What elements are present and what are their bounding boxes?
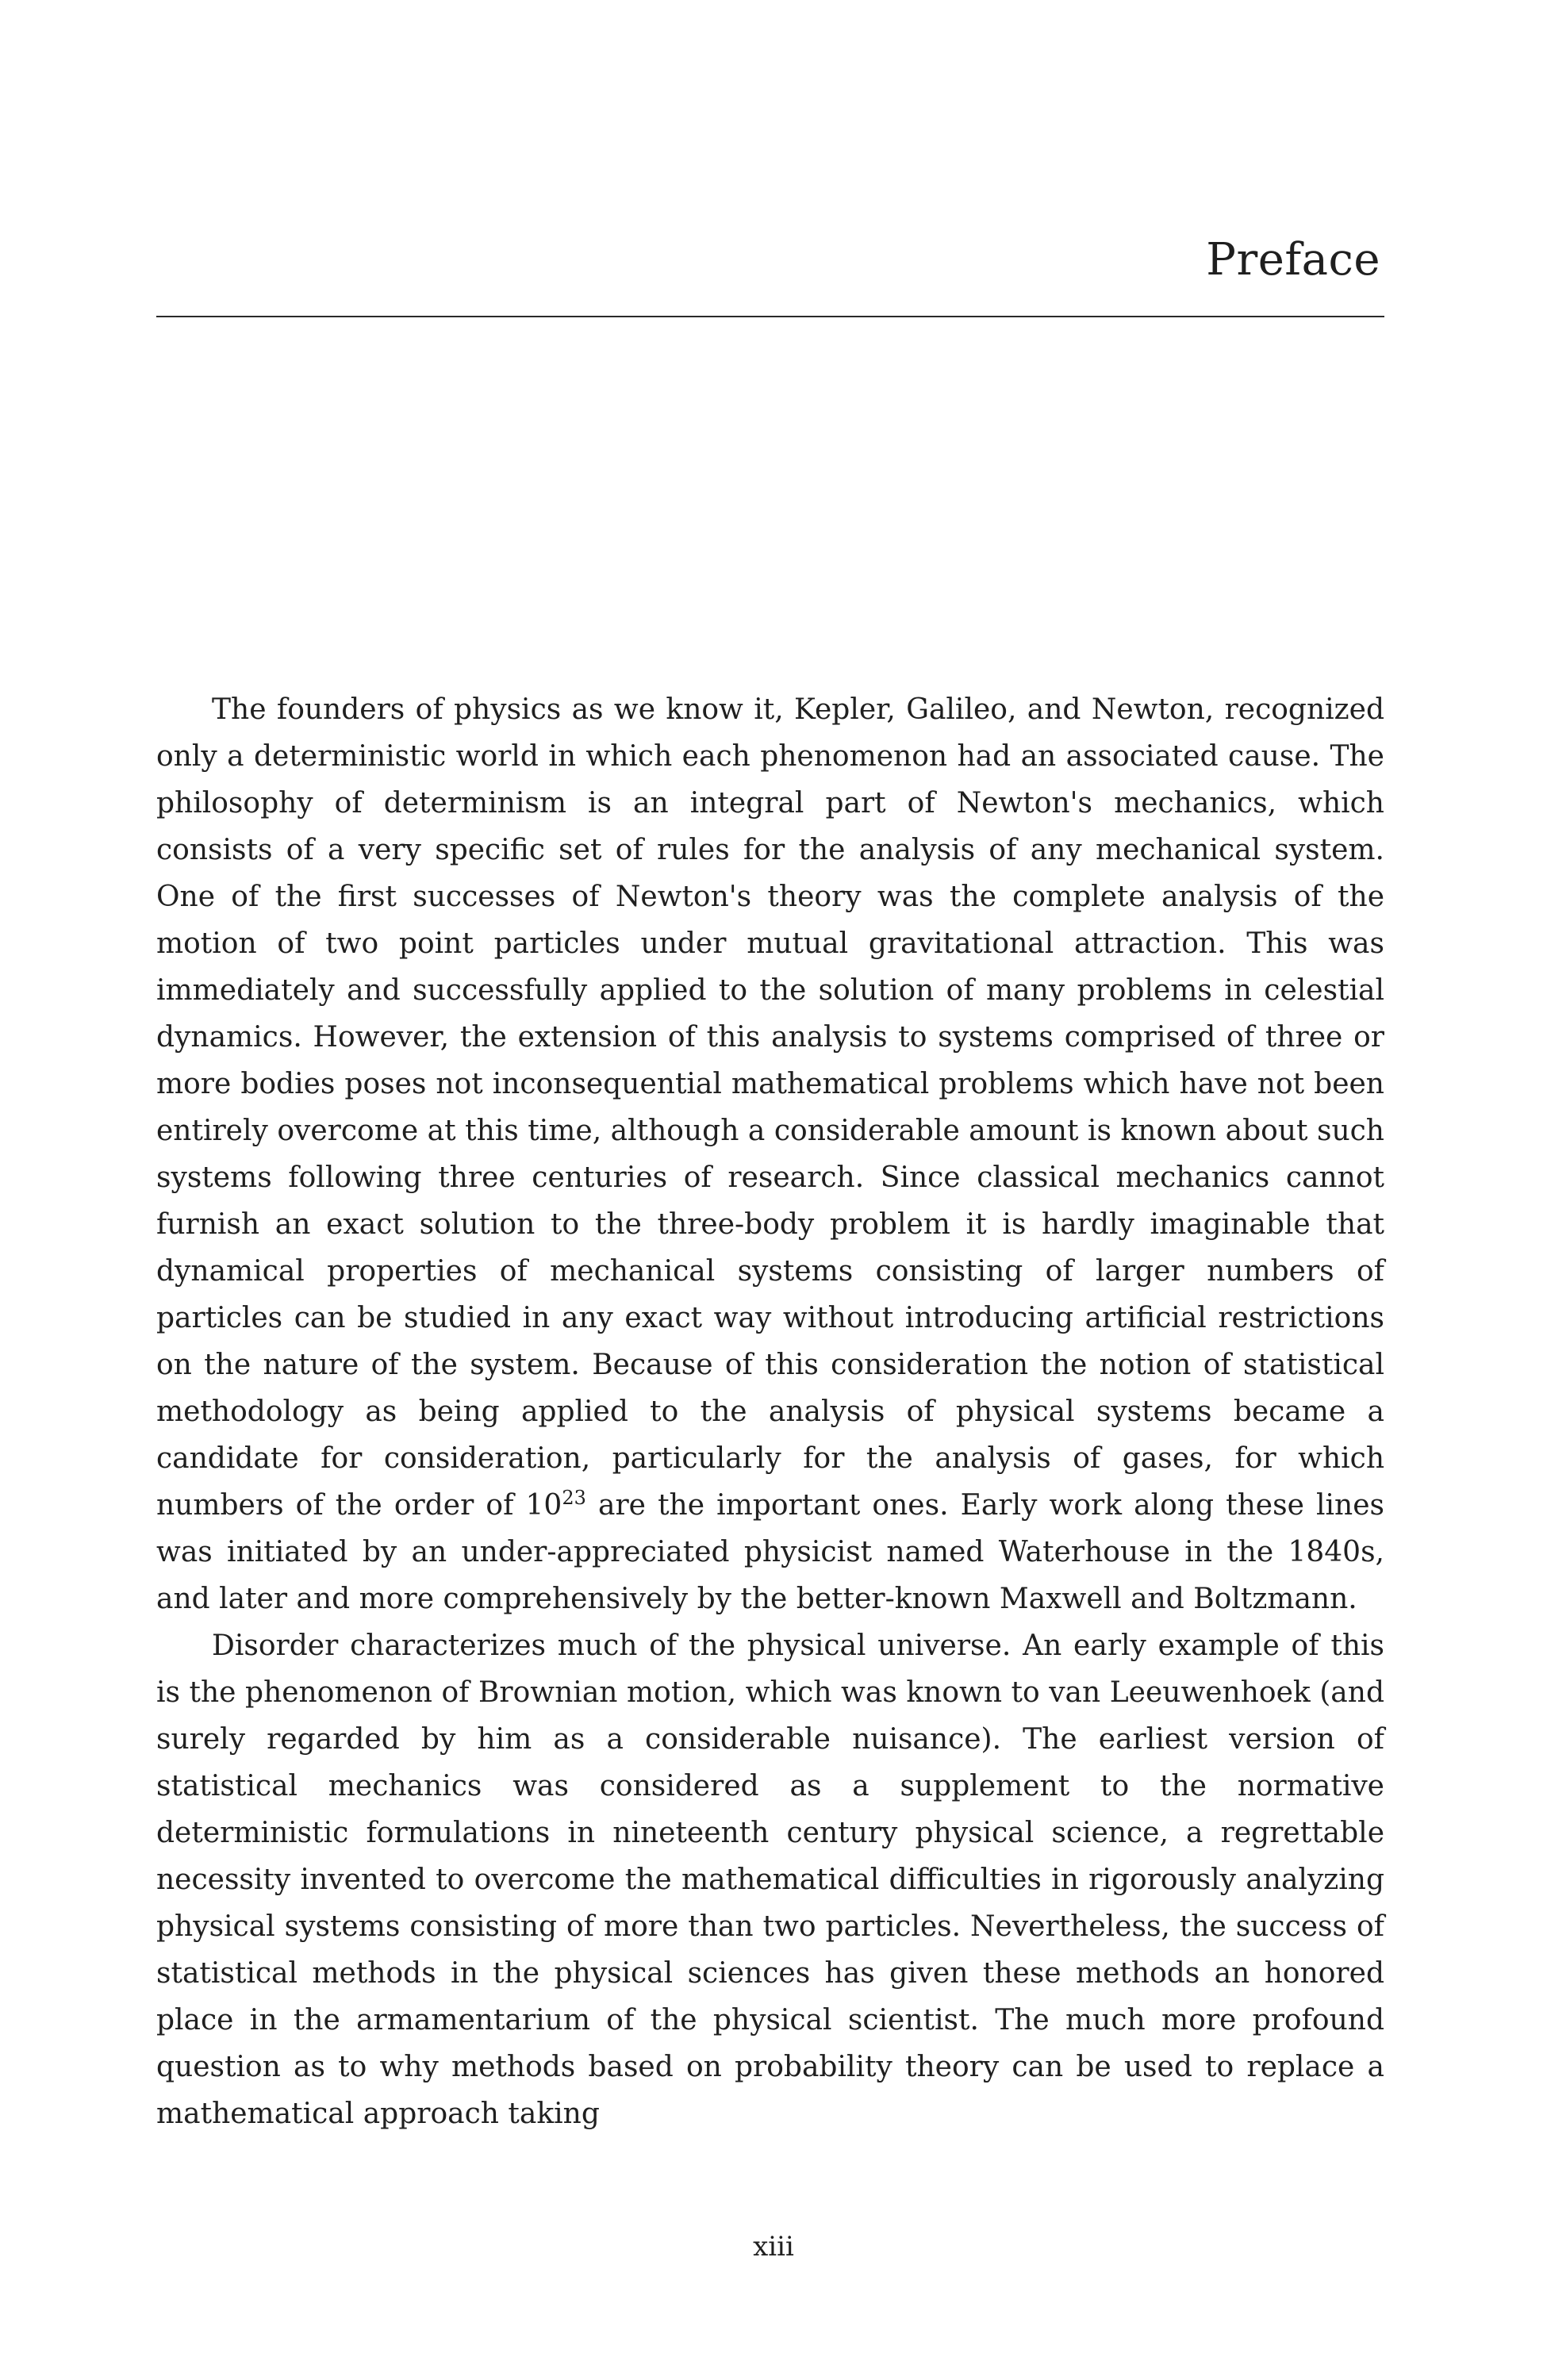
exponent-23: 23 (562, 1487, 586, 1509)
page-number: xiii (753, 2231, 794, 2263)
page-title: Preface (1206, 234, 1380, 286)
paragraph-1 (156, 686, 1384, 1622)
paragraph-1-text-start: The founders of physics as we know it, Kepler, Galileo, and Newton, recognized only a deterministic world in which each phenomenon had an associated cause. The philosophy of determinism is an integral part of Newton's mechanics, which consists of a very specific set of rules for the analysis of any mechanical system. One of the first successes of Newton's theory was the complete analysis of the motion of two point particles under mutual gravitational attraction. This was immediately and successfully applied to the solution of many problems in celestial dynamics. However, the extension of this analysis to systems comprised of three or more bodies poses not inconsequential mathematical problems which have not been entirely overcome at this time, although a considerable amount is known about such systems following three centuries of research. Since classical mechanics cannot furnish an exact solution to the three-body problem it is hardly imaginable that dynamical properties of mechanical systems consisting of larger numbers of particles can be studied in any exact way without introducing artificial restrictions on the nature of the system. Because of this consideration the notion of statistical methodology as being applied to the analysis of physical systems became a candidate for consideration, particularly for the analysis of gases, for which numbers of the order of 10 (156, 693, 1384, 1522)
paragraph-1-text-end: are the important ones. Early work along these lines was initiated by an under-appreciated physicist named Waterhouse in the 1840s, and later and more comprehensively by the better-known Maxwell and Boltzmann. (156, 1489, 1385, 1615)
paragraph-2: Disorder characterizes much of the physical universe. An early example of this is the phenomenon of Brownian motion, which was known to van Leeuwenhoek (and surely regarded by him as a considerable nuisance). The earliest version of statistical mechanics was considered as a supplement to the normative deterministic formulations in nineteenth century physical science, a regrettable necessity invented to overcome the mathematical difficulties in rigorously analyzing physical systems consisting of more than two particles. Nevertheless, the success of statistical methods in the physical sciences has given these methods an honored place in the armamentarium of the physical scientist. The much more profound question as to why methods based on probability theory can be used to replace a mathematical approach taking (156, 1630, 1384, 2130)
title-divider (156, 316, 1384, 317)
preface-body (156, 686, 1384, 2137)
